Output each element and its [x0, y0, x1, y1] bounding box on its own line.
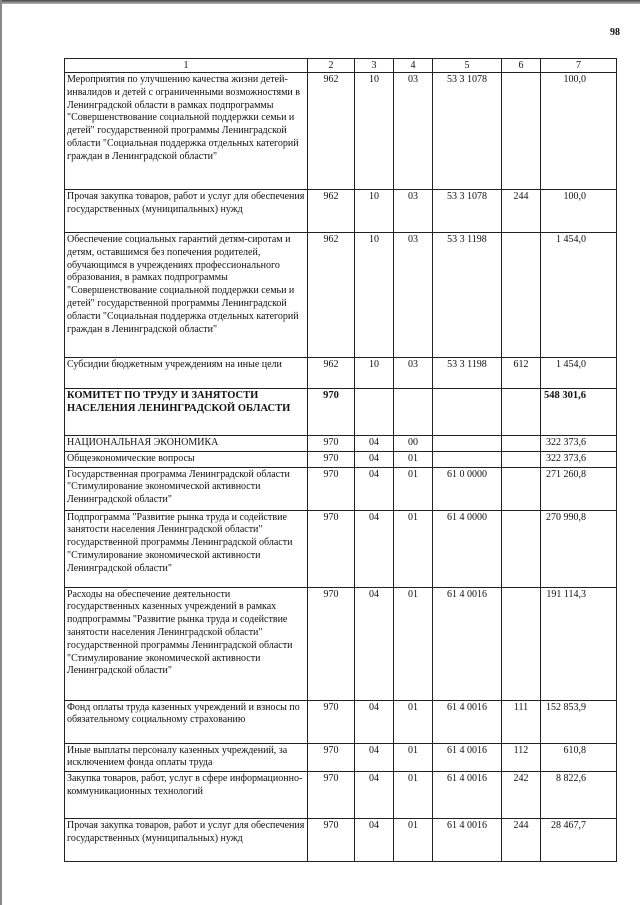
expense-type-code: [502, 389, 541, 436]
column-number-row: [65, 59, 617, 73]
table-row: [65, 700, 617, 743]
expense-name: КОМИТЕТ ПО ТРУДУ И ЗАНЯТОСТИ НАСЕЛЕНИЯ ЛЕНИНГРАДСКОЙ ОБЛАСТИ: [65, 389, 308, 436]
subsection-code: 03: [394, 190, 433, 233]
target-article-code: [433, 436, 502, 452]
expense-type-code: 244: [502, 190, 541, 233]
column-number: 7: [541, 59, 617, 73]
expense-type-code: [502, 587, 541, 700]
subsection-code: 03: [394, 358, 433, 389]
section-code: 04: [355, 436, 394, 452]
expense-name: Расходы на обеспечение деятельности государственных казенных учреждений в рамках подпрограммы "Развитие рынка труда и содействие занятости населения Ленинградской области" государственной программы Ленинградской области "Стимулирование экономической активности Ленинградской области": [65, 587, 308, 700]
subsection-code: 01: [394, 587, 433, 700]
table-row: [65, 587, 617, 700]
department-code: 970: [308, 510, 355, 587]
table-row: [65, 233, 617, 358]
expense-name: Общеэкономические вопросы: [65, 451, 308, 467]
target-article-code: 61 4 0000: [433, 510, 502, 587]
amount: 271 260,8: [541, 467, 617, 510]
expense-name: Государственная программа Ленинградской области "Стимулирование экономической активности Ленинградской области": [65, 467, 308, 510]
table-row: [65, 358, 617, 389]
department-code: 962: [308, 73, 355, 190]
table-row: [65, 819, 617, 862]
table-row: [65, 510, 617, 587]
column-number: 4: [394, 59, 433, 73]
target-article-code: 53 3 1078: [433, 73, 502, 190]
amount: 152 853,9: [541, 700, 617, 743]
table-row: [65, 436, 617, 452]
target-article-code: 61 4 0016: [433, 743, 502, 772]
expense-type-code: 242: [502, 772, 541, 819]
section-code: 04: [355, 819, 394, 862]
expense-type-code: [502, 436, 541, 452]
column-number: 1: [65, 59, 308, 73]
column-number: 3: [355, 59, 394, 73]
expense-type-code: [502, 451, 541, 467]
table-row: [65, 389, 617, 436]
table-row: [65, 451, 617, 467]
target-article-code: 53 3 1198: [433, 233, 502, 358]
amount: 270 990,8: [541, 510, 617, 587]
amount: 191 114,3: [541, 587, 617, 700]
section-code: [355, 389, 394, 436]
table-row: [65, 772, 617, 819]
expense-type-code: [502, 233, 541, 358]
subsection-code: 01: [394, 510, 433, 587]
department-code: 970: [308, 700, 355, 743]
scan-edge-left: [0, 0, 2, 905]
amount: 1 454,0: [541, 358, 617, 389]
subsection-code: [394, 389, 433, 436]
subsection-code: 01: [394, 819, 433, 862]
expense-type-code: [502, 467, 541, 510]
section-code: 04: [355, 467, 394, 510]
amount: 28 467,7: [541, 819, 617, 862]
target-article-code: 61 4 0016: [433, 587, 502, 700]
column-number: 2: [308, 59, 355, 73]
amount: 610,8: [541, 743, 617, 772]
amount: 1 454,0: [541, 233, 617, 358]
target-article-code: [433, 389, 502, 436]
expense-name: Иные выплаты персоналу казенных учреждений, за исключением фонда оплаты труда: [65, 743, 308, 772]
section-code: 04: [355, 451, 394, 467]
target-article-code: 61 4 0016: [433, 819, 502, 862]
amount: 8 822,6: [541, 772, 617, 819]
amount: 322 373,6: [541, 436, 617, 452]
section-code: 04: [355, 700, 394, 743]
department-code: 970: [308, 743, 355, 772]
department-code: 970: [308, 451, 355, 467]
expense-type-code: 244: [502, 819, 541, 862]
expense-type-code: 111: [502, 700, 541, 743]
amount: 548 301,6: [541, 389, 617, 436]
department-code: 962: [308, 233, 355, 358]
section-code: 04: [355, 510, 394, 587]
department-code: 962: [308, 190, 355, 233]
subsection-code: 01: [394, 772, 433, 819]
section-code: 10: [355, 73, 394, 190]
expense-name: Субсидии бюджетным учреждениям на иные цели: [65, 358, 308, 389]
page-number: 98: [610, 27, 620, 38]
section-code: 10: [355, 190, 394, 233]
expense-name: Закупка товаров, работ, услуг в сфере информационно-коммуникационных технологий: [65, 772, 308, 819]
expense-name: Обеспечение социальных гарантий детям-сиротам и детям, оставшимся без попечения родителей, обучающимся в учреждениях профессионального образования, в рамках подпрограммы "Совершенствование социальной поддержки семьи и детей" государственной программы Ленинградской области "Социальная поддержка отдельных категорий граждан в Ленинградской области": [65, 233, 308, 358]
section-code: 04: [355, 587, 394, 700]
expense-type-code: [502, 73, 541, 190]
expense-name: Подпрограмма "Развитие рынка труда и содействие занятости населения Ленинградской области" государственной программы Ленинградской области "Стимулирование экономической активности Ленинградской области": [65, 510, 308, 587]
subsection-code: 01: [394, 467, 433, 510]
subsection-code: 03: [394, 73, 433, 190]
target-article-code: 61 4 0016: [433, 700, 502, 743]
department-code: 970: [308, 819, 355, 862]
table-row: [65, 73, 617, 190]
amount: 100,0: [541, 190, 617, 233]
table-row: [65, 467, 617, 510]
target-article-code: 61 0 0000: [433, 467, 502, 510]
expense-type-code: 612: [502, 358, 541, 389]
department-code: 970: [308, 436, 355, 452]
target-article-code: [433, 451, 502, 467]
section-code: 04: [355, 772, 394, 819]
subsection-code: 03: [394, 233, 433, 358]
table-row: [65, 190, 617, 233]
subsection-code: 01: [394, 743, 433, 772]
amount: 100,0: [541, 73, 617, 190]
expense-name: Прочая закупка товаров, работ и услуг для обеспечения государственных (муниципальных) нужд: [65, 190, 308, 233]
expense-name: Прочая закупка товаров, работ и услуг для обеспечения государственных (муниципальных) нужд: [65, 819, 308, 862]
department-code: 970: [308, 467, 355, 510]
department-code: 970: [308, 389, 355, 436]
subsection-code: 01: [394, 451, 433, 467]
amount: 322 373,6: [541, 451, 617, 467]
column-number: 5: [433, 59, 502, 73]
subsection-code: 01: [394, 700, 433, 743]
table-row: [65, 743, 617, 772]
expense-name: Мероприятия по улучшению качества жизни детей-инвалидов и детей с ограниченными возможностями в Ленинградской области в рамках подпрограммы "Совершенствование социальной поддержки семьи и детей" государственной программы Ленинградской области "Социальная поддержка отдельных категорий граждан в Ленинградской области": [65, 73, 308, 190]
expense-name: НАЦИОНАЛЬНАЯ ЭКОНОМИКА: [65, 436, 308, 452]
section-code: 10: [355, 233, 394, 358]
target-article-code: 61 4 0016: [433, 772, 502, 819]
section-code: 04: [355, 743, 394, 772]
department-code: 970: [308, 772, 355, 819]
department-code: 970: [308, 587, 355, 700]
target-article-code: 53 3 1198: [433, 358, 502, 389]
budget-table: [64, 58, 617, 862]
department-code: 962: [308, 358, 355, 389]
subsection-code: 00: [394, 436, 433, 452]
section-code: 10: [355, 358, 394, 389]
expense-type-code: 112: [502, 743, 541, 772]
column-number: 6: [502, 59, 541, 73]
expense-name: Фонд оплаты труда казенных учреждений и взносы по обязательному социальному страхованию: [65, 700, 308, 743]
scan-edge-top: [0, 0, 640, 4]
expense-type-code: [502, 510, 541, 587]
target-article-code: 53 3 1078: [433, 190, 502, 233]
